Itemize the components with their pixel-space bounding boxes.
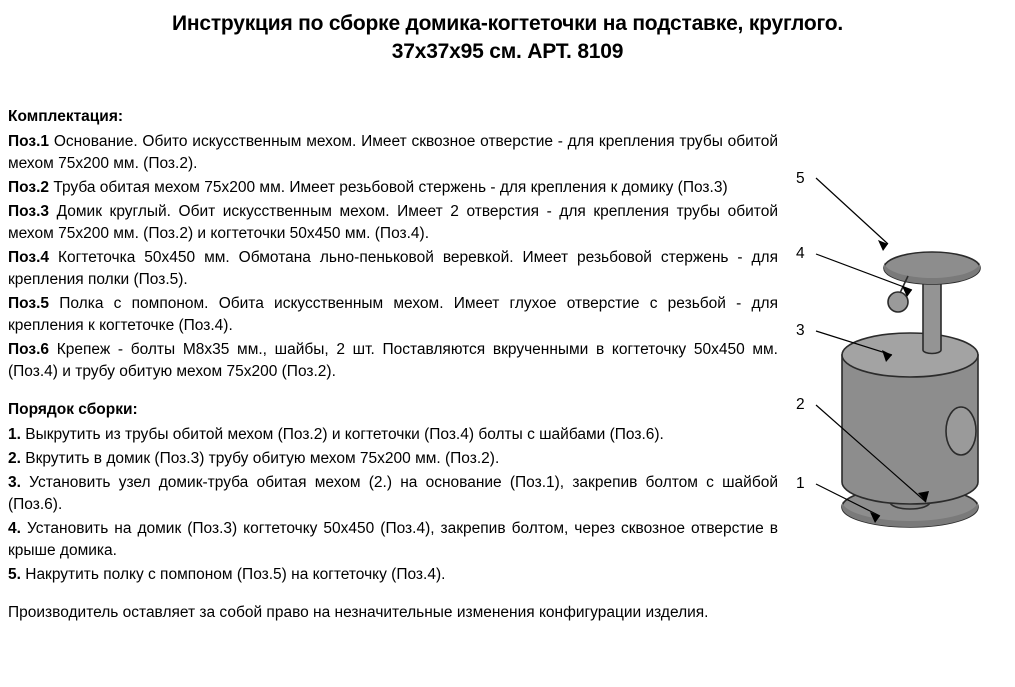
part-item [8, 201, 778, 245]
part-tag: Поз.1 [8, 133, 50, 150]
parts-heading: Комплектация: [8, 108, 124, 125]
part-item [8, 339, 778, 383]
part-tag: Поз.2 [8, 179, 50, 196]
callout-label-4: 4 [796, 245, 805, 262]
assembly-step [8, 424, 778, 446]
house-top [842, 333, 978, 377]
part-item [8, 177, 778, 199]
step-number: 2. [8, 450, 21, 467]
step-text: Установить узел домик-труба обитая мехом (2.) на основание (Поз.1), закрепив болтом с шайбой (Поз.6). [8, 474, 778, 513]
closing-note: Производитель оставляет за собой право на незначительные изменения конфигурации изделия. [8, 604, 709, 621]
step-number: 5. [8, 566, 21, 583]
step-text: Установить на домик (Поз.3) когтеточку 50х450 (Поз.4), закрепив болтом, через сквозное отверстие в крыше домика. [8, 520, 778, 559]
assembly-step [8, 564, 778, 586]
cat-tree-illustration [780, 150, 1015, 570]
part-item [8, 293, 778, 337]
product-diagram [780, 150, 1015, 570]
step-text: Вкрутить в домик (Поз.3) трубу обитую мехом 75х200 мм. (Поз.2). [20, 450, 500, 467]
part-tag: Поз.4 [8, 249, 50, 266]
assembly-step [8, 472, 778, 516]
house-entrance [946, 407, 976, 455]
assembly-heading: Порядок сборки: [8, 401, 138, 418]
step-number: 4. [8, 520, 21, 537]
part-text: Домик круглый. Обит искусственным мехом. Имеет 2 отверстия - для крепления трубы обитой мехом 75х200 мм. (Поз.2) и когтеточки 50х450 мм. (Поз.4). [8, 203, 778, 242]
part-text: Когтеточка 50х450 мм. Обмотана льно-пеньковой веревкой. Имеет резьбовой стержень - для крепления полки (Поз.5). [8, 249, 778, 288]
callout-label-1: 1 [796, 475, 805, 492]
section-spacer [8, 385, 778, 399]
part-text: Полка с помпоном. Обита искусственным мехом. Имеет глухое отверстие с резьбой - для крепления к когтеточке (Поз.4). [8, 295, 778, 334]
step-text: Накрутить полку с помпоном (Поз.5) на когтеточку (Поз.4). [20, 566, 446, 583]
part-text: Труба обитая мехом 75х200 мм. Имеет резьбовой стержень - для крепления к домику (Поз.3) [49, 179, 728, 196]
assembly-step [8, 448, 778, 470]
pompom [888, 292, 908, 312]
part-text: Крепеж - болты М8х35 мм., шайбы, 2 шт. Поставляются вкрученными в когтеточку 50х450 мм. (Поз.4) и трубу обитую мехом 75х200 (Поз.2). [8, 341, 778, 380]
page-title-line-1: Инструкция по сборке домика-когтеточки на подставке, круглого. [171, 12, 844, 35]
step-text: Выкрутить из трубы обитой мехом (Поз.2) и когтеточки (Поз.4) болты с шайбами (Поз.6). [20, 426, 664, 443]
callout-label-2: 2 [796, 396, 805, 413]
part-item [8, 247, 778, 291]
step-number: 3. [8, 474, 21, 491]
part-tag: Поз.3 [8, 203, 50, 220]
part-item [8, 131, 778, 175]
leader-line-5 [816, 178, 888, 244]
page-title [0, 10, 1015, 67]
part-tag: Поз.5 [8, 295, 50, 312]
callout-label-3: 3 [796, 322, 805, 339]
step-number: 1. [8, 426, 21, 443]
part-text: Основание. Обито искусственным мехом. Имеет сквозное отверстие - для крепления трубы обитой мехом 75х200 мм. (Поз.2). [8, 133, 778, 172]
assembly-step [8, 518, 778, 562]
page-title-line-2: 37х37х95 см. АРТ. 8109 [391, 40, 624, 64]
part-tag: Поз.6 [8, 341, 50, 358]
callout-label-5: 5 [796, 170, 805, 187]
instruction-text-column [8, 106, 778, 624]
